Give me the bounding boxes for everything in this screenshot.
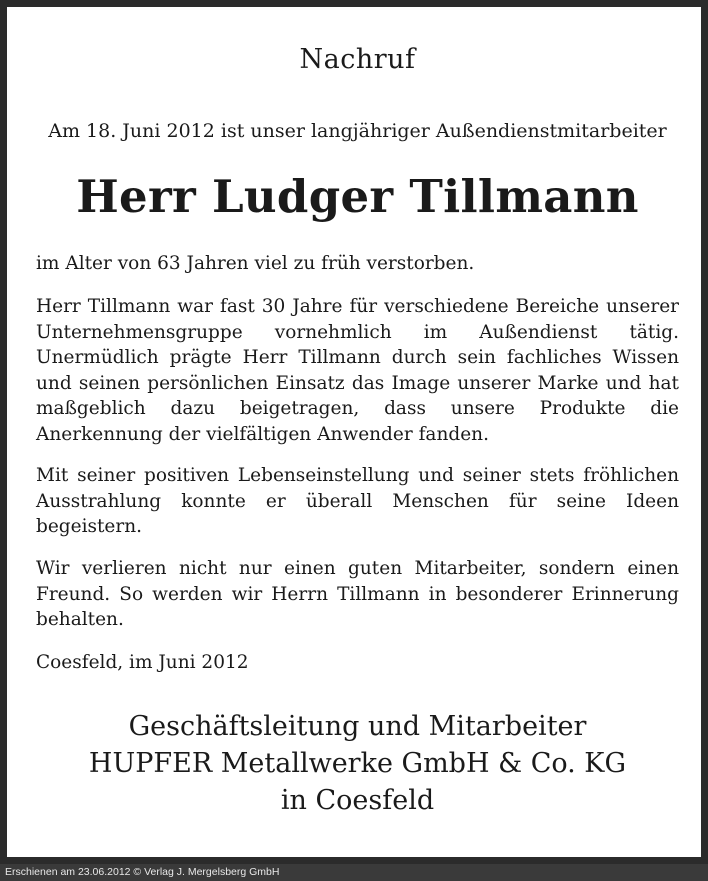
publication-footer: Erschienen am 23.06.2012 © Verlag J. Mergelsberg GmbH: [0, 864, 708, 881]
paragraph-personality: Mit seiner positiven Lebenseinstellung und seiner stets fröhlichen Ausstrahlung konnte er überall Menschen für seine Ideen begeistern.: [36, 465, 679, 537]
signature-line-3: in Coesfeld: [280, 785, 435, 816]
signature-line-1: Geschäftsleitung und Mitarbeiter: [128, 711, 587, 742]
paragraph-career: Herr Tillmann war fast 30 Jahre für verschiedene Bereiche unserer Unternehmensgruppe vornehmlich im Außendienst tätig. Unermüdlich prägte Herr Tillmann durch sein fachliches Wissen und seinen persönlichen Einsatz das Image unserer Marke und hat maßgeblich dazu beigetragen, dass unsere Produkte die Anerkennung der vielfältigen Anwender fanden.: [36, 296, 679, 445]
place-date: Coesfeld, im Juni 2012: [36, 652, 249, 673]
age-line: im Alter von 63 Jahren viel zu früh verstorben.: [36, 253, 475, 274]
signature-block: [36, 708, 679, 819]
deceased-name: Herr Ludger Tillmann: [76, 170, 639, 223]
paragraph-farewell: Wir verlieren nicht nur einen guten Mitarbeiter, sondern einen Freund. So werden wir Herrn Tillmann in besonderer Erinnerung behalten.: [36, 558, 679, 630]
obituary-heading: Nachruf: [299, 44, 416, 75]
signature-line-2: HUPFER Metallwerke GmbH & Co. KG: [88, 748, 627, 779]
intro-line: Am 18. Juni 2012 ist unser langjähriger Außendienstmitarbeiter: [48, 120, 667, 142]
